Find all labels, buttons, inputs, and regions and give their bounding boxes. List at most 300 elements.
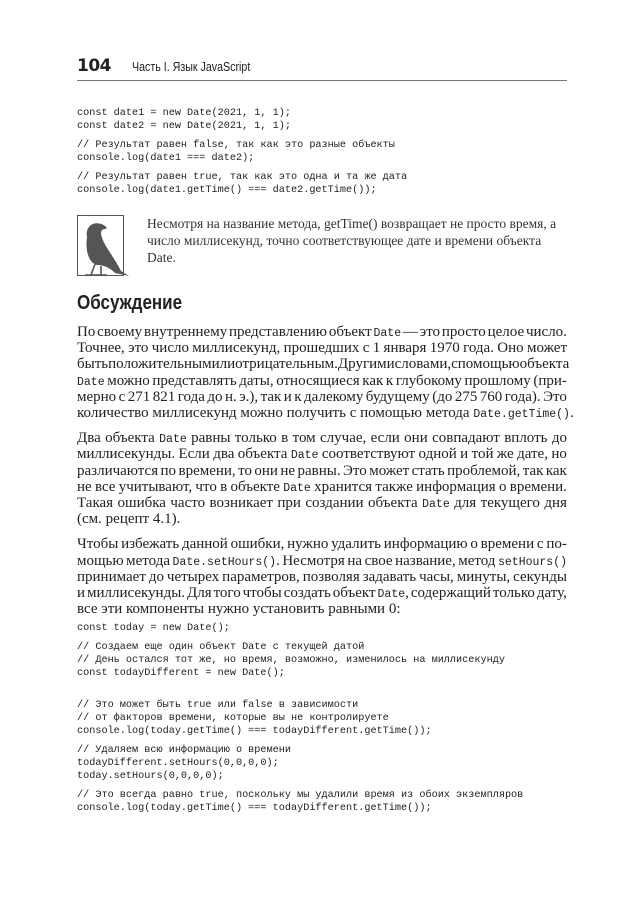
word [77,536,118,552]
text: содержащий [410,585,491,602]
text: (см. [77,511,102,528]
word [230,479,279,495]
text: 271 [127,388,151,405]
inline-code: Date [373,327,402,340]
text-line [77,601,567,617]
text: одной [418,446,457,463]
word [329,324,372,340]
text-line [77,324,567,340]
text: ошибка [117,495,166,512]
text: времени. [509,478,567,495]
text: Это [343,462,367,479]
word [119,389,126,405]
word [493,585,535,601]
word [253,601,328,617]
word [208,601,253,617]
text: это [419,324,441,340]
word [231,536,285,552]
text-line [77,430,567,446]
word [366,389,430,405]
text: свое [364,552,393,569]
word [77,601,101,617]
text: января [383,340,427,357]
paragraph [77,324,574,422]
word [303,569,360,585]
word [403,324,418,340]
code-line: // Результат равен true, так как это одна и та же дата [77,172,408,183]
text: . [569,405,574,422]
text: о [498,478,507,495]
text: Это [543,388,567,405]
word [161,463,177,479]
word [546,463,567,479]
word [499,479,507,495]
text: название, [395,552,456,569]
text: и [460,446,469,463]
word [126,553,170,569]
word [77,340,125,356]
word [350,405,360,421]
text: . [276,552,280,569]
text-line [77,585,567,601]
word [149,569,164,585]
text: случае, [320,430,367,447]
text: дня [544,495,567,512]
text: только [234,430,277,447]
inline-code: Date.getTime() [473,408,570,422]
word [362,373,383,389]
word [191,430,230,446]
paragraph [77,430,567,527]
code-block-sethours [77,622,523,821]
code-line: // Это всегда равно true, поскольку мы удалили время из обоих экземпляров [77,790,524,801]
word [284,585,331,601]
text: они [254,462,278,479]
word [254,463,278,479]
word [447,463,520,479]
text: миллисекунды. [86,585,186,602]
inline-code: Date [77,375,105,389]
text: данной [181,536,228,553]
word [430,340,460,356]
text: в [281,430,289,447]
text: ошибки, [230,536,285,553]
word [472,446,494,462]
word [510,479,567,495]
text: Точнее, [77,340,125,357]
text: мощью [77,552,124,569]
text: (до [432,388,453,405]
text: положительным [108,356,212,373]
text: в [220,478,228,495]
inline-code: setHours() [497,555,567,569]
text: прошлому [464,372,531,389]
word [284,389,292,405]
text: вплоть [504,430,548,447]
text: — [402,324,418,340]
text: , [405,585,409,602]
text: получить [286,405,346,422]
word [126,601,208,617]
code-group [77,107,407,133]
word [240,405,286,421]
word [395,553,456,569]
word [118,495,166,511]
text: задавать [362,568,417,585]
text: мерно [77,388,117,405]
text: все [77,601,98,618]
word [238,463,252,479]
note-callout [77,215,567,277]
code-line: console.log(today.getTime() === todayDifferent.getTime()); [77,726,432,737]
code-line: console.log(today.getTime() === todayDifferent.getTime()); [77,803,432,814]
text: число. [525,324,567,340]
word [287,536,328,552]
text: 1970 [429,340,460,357]
word [280,463,295,479]
code-line: // Создаем еще один объект Date с текущей датой [77,642,365,653]
word [178,446,209,462]
text: своему [97,324,143,340]
word [152,405,240,421]
word [101,601,126,617]
text: так [522,462,544,479]
text: миллисекунды. [77,446,176,463]
word [182,536,228,552]
code-group [77,641,523,693]
text: 275 [454,388,478,405]
text: равны. [297,462,341,479]
text: можно [240,405,283,422]
text: нужно [287,536,329,553]
code-line: // от факторов времени, которые вы не контролируете [77,713,389,724]
text: можно [107,372,150,389]
text: миллисекунд, [192,340,281,357]
text: года. [463,340,494,357]
word [77,511,106,527]
word [328,601,389,617]
discussion-body [77,324,574,626]
code-group [77,622,523,635]
word [360,405,426,421]
word [552,430,567,446]
word [338,356,395,372]
text: информацию [383,536,468,553]
word [432,430,500,446]
word [543,389,567,405]
text: по- [546,536,567,553]
text: они [404,430,428,447]
text: далекому [304,388,364,405]
text: как [362,372,384,389]
word [419,569,454,585]
text: до [551,430,567,447]
text: том [292,430,316,447]
word [225,389,237,405]
text: помощью [457,356,520,373]
word [481,495,540,511]
inline-code: Date [422,498,450,512]
word [537,585,567,601]
text-line [77,463,567,479]
text: с [536,536,544,553]
text: представлению [229,324,327,340]
text: метода [126,552,170,569]
word [195,479,216,495]
text: дату, [536,585,567,602]
text: эти [101,601,123,618]
text-line [77,511,567,527]
text: объекте [230,478,280,495]
text: это [128,340,149,357]
word [470,536,478,552]
word [460,446,468,462]
word [420,324,440,340]
word [386,373,393,389]
note-text: Несмотря на название метода, getTime() возвращает не просто время, а число миллисекунд, точно соответствующее дате и времени объекта Date. [147,216,557,265]
text: целое [487,324,525,340]
word [454,495,476,511]
text: времени, [178,462,236,479]
word [389,601,401,617]
text: с [451,356,458,373]
word [432,389,452,405]
text: метода [425,405,470,422]
word [235,356,338,372]
text: же [496,446,514,463]
text: объект [328,324,372,340]
code-line: todayDifferent.setHours(0,0,0,0); [77,758,279,769]
word [178,463,235,479]
word [281,430,288,446]
word [442,324,486,340]
word [347,553,362,569]
text: По [77,324,96,340]
text-line [77,536,567,552]
text: принимает [77,568,146,585]
text: 1 [372,340,381,357]
word [463,340,494,356]
word [77,373,105,389]
word [481,536,534,552]
inline-code: Date.setHours() [172,555,277,569]
word [77,446,175,462]
word [297,463,340,479]
word [170,495,205,511]
word [426,405,474,421]
word [77,569,146,585]
word [276,373,359,389]
text: э.), [239,388,259,405]
text: все [94,478,116,495]
word [282,553,344,569]
word [77,324,95,340]
word [497,446,514,462]
text: словами, [394,356,452,373]
word [284,340,360,356]
text: объект [332,585,376,602]
text: не [77,478,92,495]
word [368,495,418,511]
word [287,405,350,421]
text: может [527,340,567,357]
word [517,446,548,462]
text: отрицательным. [235,356,338,373]
text: что [195,478,217,495]
text: прошедших [283,340,360,357]
word [373,324,401,340]
text: Для [187,585,212,602]
text: дате, [517,446,548,463]
word [451,356,458,372]
text: соответствуют [321,446,416,463]
text: параметров, [222,568,300,585]
text: Чтобы [77,536,119,553]
text: того [213,585,241,602]
running-title: Часть I. Язык JavaScript [132,59,251,74]
word [404,430,428,446]
word [375,479,413,495]
word [238,446,288,462]
code-group [77,139,407,165]
text: объекта [519,356,570,373]
word [458,553,495,569]
text-line [77,405,574,422]
word [455,389,478,405]
word [187,585,212,601]
word [384,340,427,356]
code-group [77,789,523,815]
word [152,373,236,389]
text: объекта [368,495,418,512]
word [293,430,316,446]
word [173,553,280,569]
word [464,373,530,389]
word [261,389,282,405]
text: объекта [237,446,288,463]
text: нужно [207,601,250,618]
code-line: const date1 = new Date(2021, 1, 1); [77,108,291,119]
word [416,479,496,495]
text-line [77,495,567,511]
word [77,585,85,601]
word [207,389,222,405]
text: секунды [513,568,567,585]
text: миллисекунд [152,405,237,422]
text: и [283,388,292,405]
section-heading: Обсуждение [77,292,183,314]
word [144,324,227,340]
text: чтобы [242,585,282,602]
word [523,463,544,479]
text: минуты, [456,568,511,585]
word [480,389,503,405]
text-line [77,373,567,389]
paragraph [77,536,567,617]
code-line [77,680,523,693]
word [108,356,211,372]
word [107,373,150,389]
code-group [77,699,523,738]
text: будущему [365,388,430,405]
text: стать [411,462,445,479]
text: совпадают [432,430,500,447]
text: информация [416,478,496,495]
text-line [77,479,567,495]
text: с [118,388,126,405]
text: учитывают, [118,478,193,495]
text: представлять [152,372,237,389]
text: 0: [388,601,401,618]
text: так [260,388,282,405]
word [239,389,258,405]
word [95,479,116,495]
text: времени [480,536,535,553]
word [87,585,185,601]
text: установить [252,601,325,618]
text: часто [170,495,206,512]
text-line [77,389,567,405]
text: к [385,372,394,389]
crow-icon [77,215,130,277]
code-line: // День остался тот же, но время, возможно, изменилось на миллисекунду [77,655,505,666]
word [210,495,273,511]
word [533,373,567,389]
text: для [454,495,477,512]
text: с [362,340,370,357]
text: удалить [331,536,382,553]
text: к [294,388,302,405]
word [363,569,416,585]
word [373,340,381,356]
word [106,511,153,527]
inline-code: Date [377,588,406,602]
text: рецепт [105,511,150,528]
text: Два [77,430,101,447]
text: просто [441,324,486,340]
word [119,479,192,495]
text: позволяя [302,568,360,585]
text: Такая [77,495,114,512]
word [214,585,241,601]
text: н. [224,388,237,405]
word [322,446,415,462]
word [167,569,219,585]
code-line: const today = new Date(); [77,623,230,634]
text: часы, [419,568,454,585]
text: года). [504,388,541,405]
code-line: console.log(date1.getTime() === date2.getTime()); [77,185,377,196]
word [473,405,573,421]
word [291,446,319,462]
word [546,536,567,552]
word [212,356,236,372]
text: как [545,462,567,479]
word [243,585,282,601]
text: до [148,568,164,585]
word [458,356,520,372]
word [343,463,367,479]
code-line: // Это может быть true или false в зависимости [77,700,359,711]
text-line [77,569,567,585]
text: не [280,462,296,479]
text: при [277,495,301,512]
word [320,430,366,446]
word [128,340,148,356]
text: текущего [480,495,540,512]
text: Оно [497,340,524,357]
word [488,324,525,340]
